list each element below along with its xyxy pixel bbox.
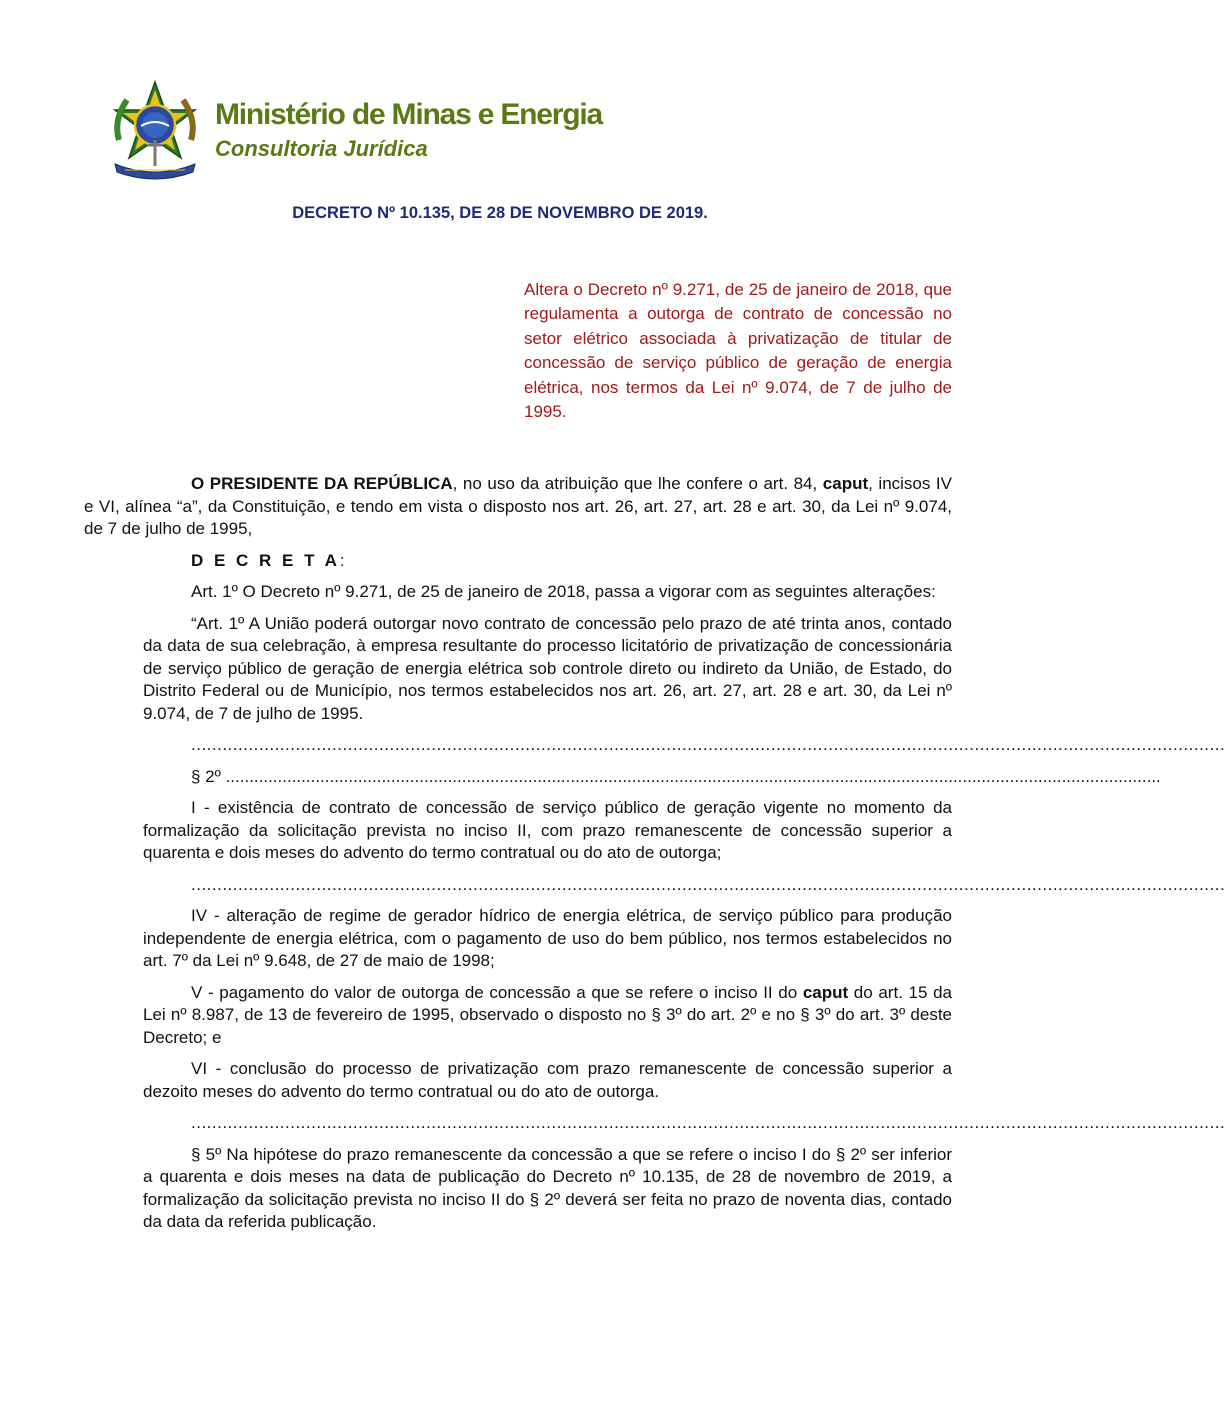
- omission-dots: ......................................................................................................................................................................................................: [191, 874, 1225, 894]
- preamble-text-1: , no uso da atribuição que lhe confere o art. 84,: [452, 474, 823, 493]
- paragraph-2-dots: ......................................................................................................................................................................................................: [225, 766, 1161, 786]
- office-name: Consultoria Jurídica: [215, 136, 428, 161]
- inciso-v: [143, 982, 952, 1050]
- paragraph-2-label: § 2º: [191, 766, 226, 786]
- preamble-text-2: , incisos IV e VI, alínea “a”, da Constituição, e tendo em vista o disposto nos art. 26, art. 27, art. 28 e art. 30, da Lei nº 9.074, de 7 de julho de 1995,: [84, 474, 952, 538]
- decree-body: [84, 473, 1225, 1243]
- decreta-suffix: :: [339, 550, 345, 570]
- letterhead: [105, 80, 705, 180]
- preamble: [84, 473, 952, 541]
- inciso-v-text-1: V - pagamento do valor de outorga de concessão a que se refere o inciso II do: [191, 982, 803, 1002]
- inciso-v-caput: caput: [802, 982, 849, 1002]
- decreta-line: [84, 550, 952, 573]
- preamble-caput: caput: [822, 474, 869, 493]
- decree-summary: Altera o Decreto nº 9.271, de 25 de janeiro de 2018, que regulamenta a outorga de contrato de concessão no setor elétrico associada à privatização de titular de concessão de serviço público de geração de energia elétrica, nos termos da Lei nº 9.074, de 7 de julho de 1995.: [524, 280, 952, 422]
- paragraph-5: § 5º Na hipótese do prazo remanescente da concessão a que se refere o inciso I do § 2º ser inferior a quarenta e dois meses na data de publicação do Decreto nº 10.135, de 28 de novembro de 2019, a formalização da solicitação prevista no inciso II do § 2º deverá ser feita no prazo de noventa dias, contado da data da referida publicação.: [143, 1144, 952, 1231]
- omission-dots: ......................................................................................................................................................................................................: [191, 735, 1225, 754]
- inciso-i: I - existência de contrato de concessão de serviço público de geração vigente no momento da formalização da solicitação prevista no inciso II, com prazo remanescente de concessão superior a quarenta e dois meses do advento do termo contratual ou do ato de outorga;: [143, 798, 952, 862]
- coat-of-arms-icon: [105, 80, 205, 180]
- paragraph-2: [191, 766, 1161, 789]
- preamble-lead: O PRESIDENTE DA REPÚBLICA: [191, 474, 453, 493]
- ministry-name: Ministério de Minas e Energia: [215, 98, 602, 131]
- decreta-label: D E C R E T A: [191, 550, 340, 570]
- omission-dots: ......................................................................................................................................................................................................: [191, 1113, 1225, 1132]
- inciso-vi: VI - conclusão do processo de privatização com prazo remanescente de concessão superior a dezoito meses do advento do termo contratual ou do ato de outorga.: [143, 1059, 952, 1101]
- inciso-v-text-2: do art. 15 da Lei nº 8.987, de 13 de fevereiro de 1995, observado o disposto no § 3º do art. 2º e no § 3º do art. 3º deste Decreto; e: [143, 982, 952, 1047]
- inciso-iv: IV - alteração de regime de gerador hídrico de energia elétrica, de serviço público para produção independente de energia elétrica, com o pagamento de uso do bem público, nos termos estabelecidos no art. 7º da Lei nº 9.648, de 27 de maio de 1998;: [143, 906, 952, 970]
- article-1: Art. 1º O Decreto nº 9.271, de 25 de janeiro de 2018, passa a vigorar com as seguintes alterações:: [191, 582, 936, 601]
- decree-title: DECRETO Nº 10.135, DE 28 DE NOVEMBRO DE 2019.: [292, 204, 708, 222]
- quoted-article-1: “Art. 1º A União poderá outorgar novo contrato de concessão pelo prazo de até trinta anos, contado da data de sua celebração, à empresa resultante do processo licitatório de privatização de concessionária de serviço público de geração de energia elétrica sob controle direto ou indireto da União, de Estado, do Distrito Federal ou de Município, nos termos estabelecidos nos art. 26, art. 27, art. 28 e art. 30, da Lei nº 9.074, de 7 de julho de 1995.: [143, 613, 952, 723]
